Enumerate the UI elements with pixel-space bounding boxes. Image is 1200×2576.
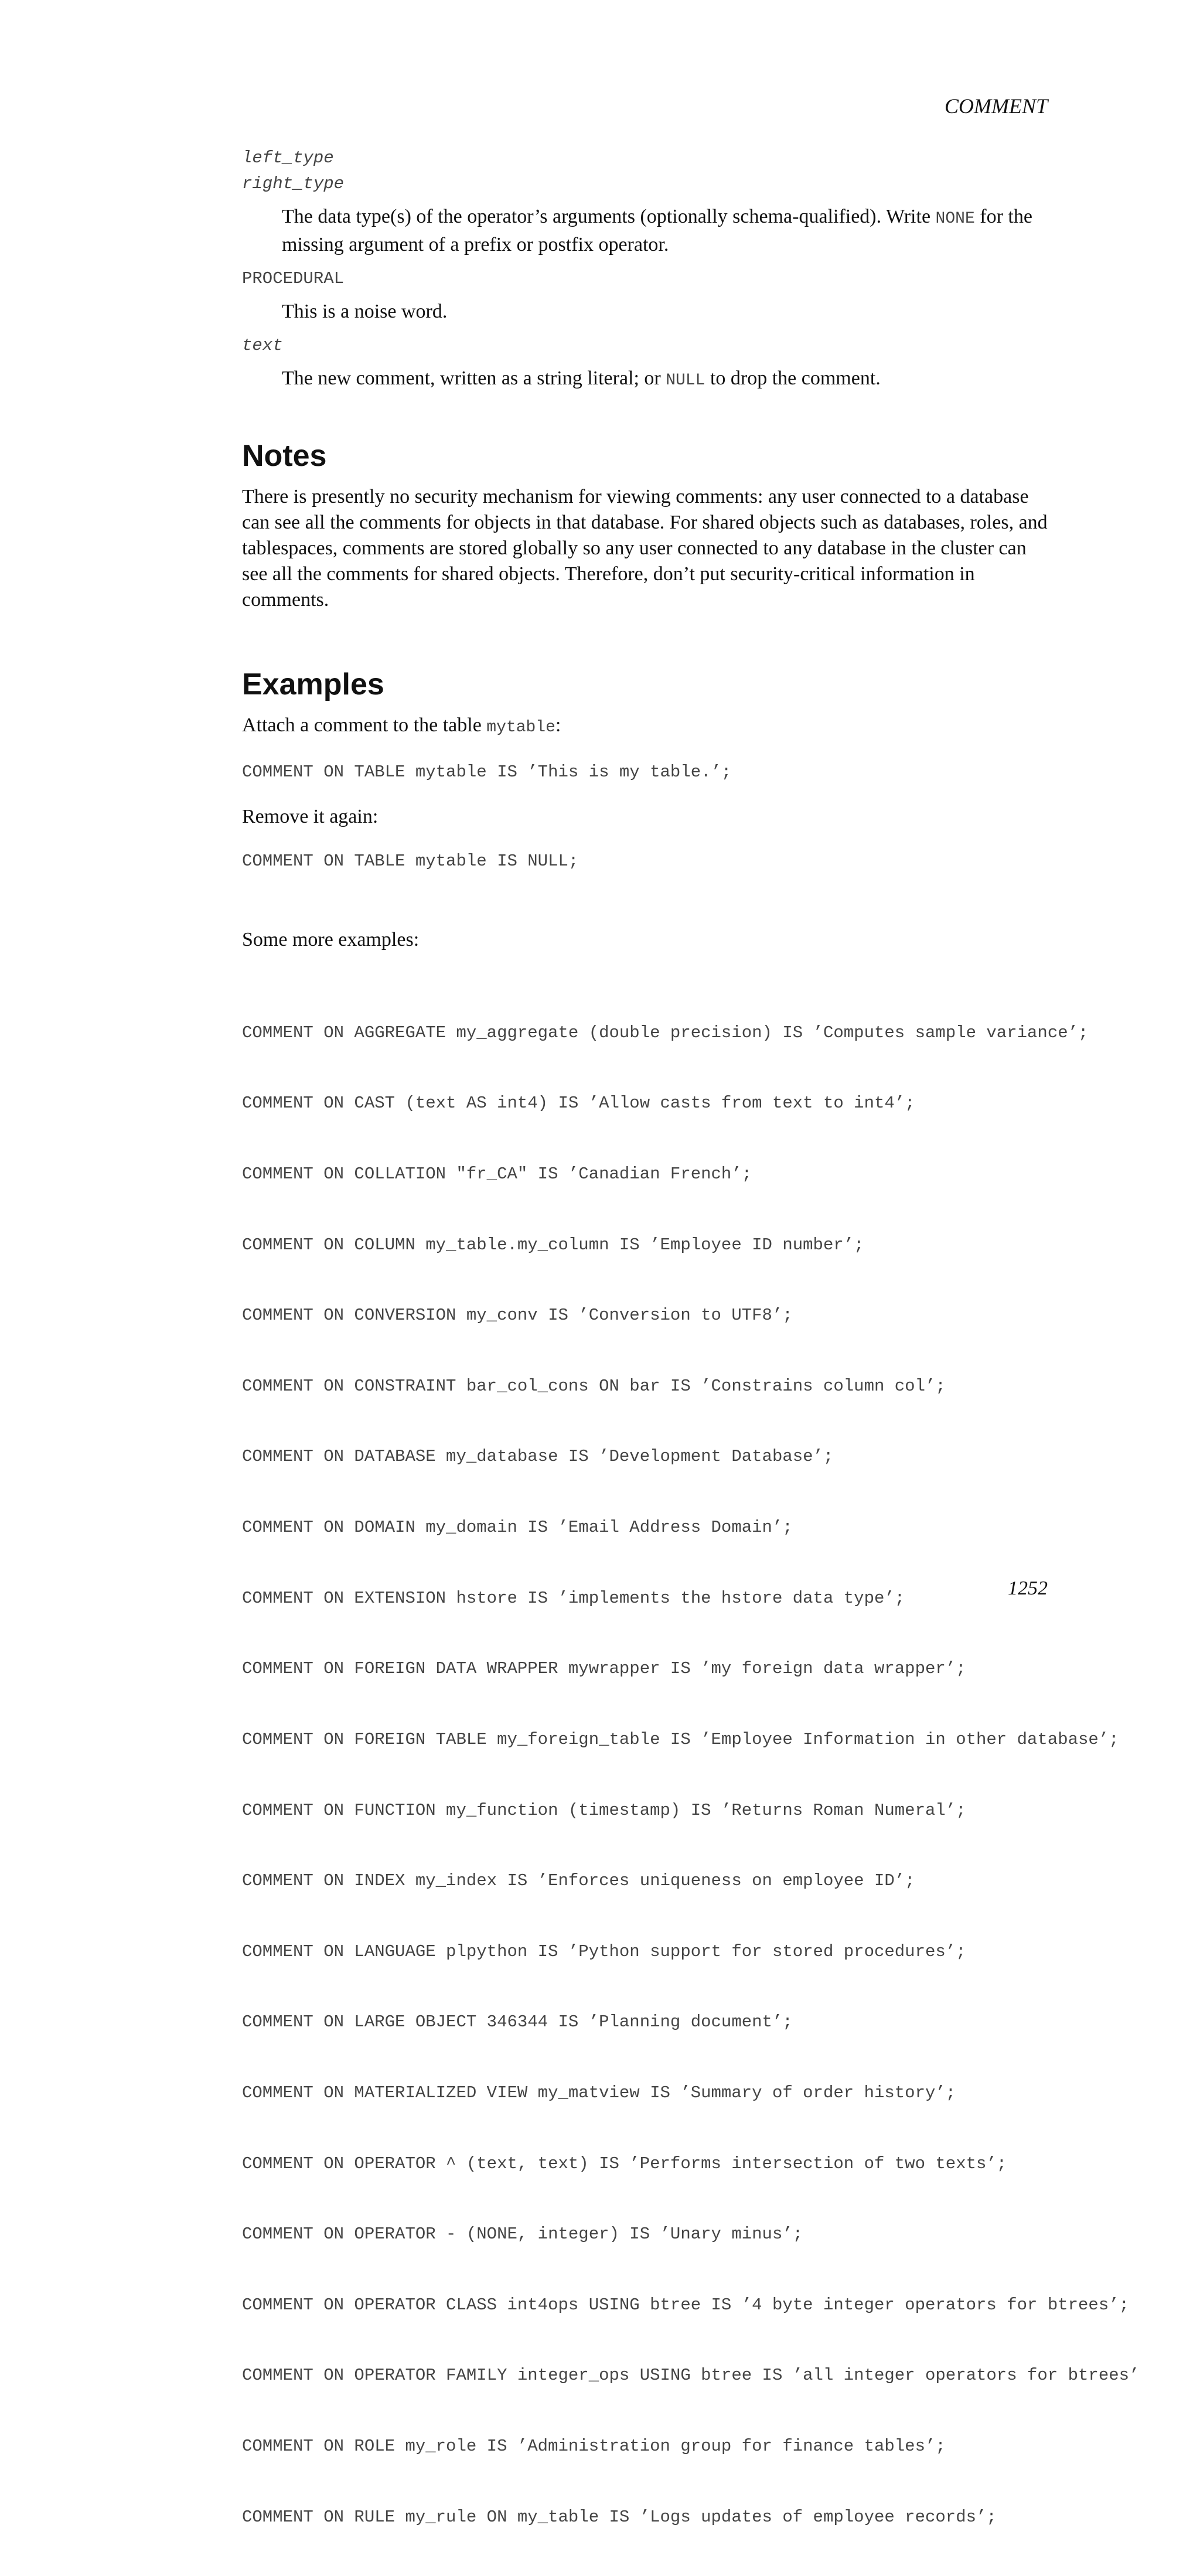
code-example-2: COMMENT ON TABLE mytable IS NULL; xyxy=(242,851,579,871)
code-line: COMMENT ON LARGE OBJECT 346344 IS ’Planning document’; xyxy=(242,2012,793,2032)
code-line: COMMENT ON LANGUAGE plpython IS ’Python support for stored procedures’; xyxy=(242,1941,966,1961)
page-content xyxy=(242,145,1140,2576)
type-desc-text-1: The data type(s) of the operator’s arguments (optionally schema-qualified). Write xyxy=(282,206,936,227)
notes-heading: Notes xyxy=(242,439,327,473)
remove-text: Remove it again: xyxy=(242,806,379,828)
type-desc-text-2: for the missing argument of a prefix or postfix operator. xyxy=(282,206,1032,255)
code-line: COMMENT ON FOREIGN TABLE my_foreign_table IS ’Employee Information in other database’; xyxy=(242,1729,1119,1749)
more-examples-text: Some more examples: xyxy=(242,929,420,951)
code-line: COMMENT ON FUNCTION my_function (timestamp) IS ’Returns Roman Numeral’; xyxy=(242,1800,966,1820)
param-procedural: PROCEDURAL xyxy=(242,269,345,288)
running-header: COMMENT xyxy=(944,94,1048,118)
code-line: COMMENT ON ROLE my_role IS ’Administration group for finance tables’; xyxy=(242,2437,946,2456)
param-procedural-description: This is a noise word. xyxy=(282,301,448,322)
notes-paragraph: There is presently no security mechanism for viewing comments: any user connected to a database can see all the comments for objects in that database. For shared objects such as databases, roles, and tablespaces, comments are stored globally so any user connected to any database in the cluster can see all the comments for shared objects. Therefore, don’t put security-critical information in comments. xyxy=(242,486,1048,611)
code-line: COMMENT ON EXTENSION hstore IS ’implements the hstore data type’; xyxy=(242,1588,905,1608)
param-text-description xyxy=(282,366,1056,394)
param-right-type: right_type xyxy=(242,174,345,193)
code-line: COMMENT ON MATERIALIZED VIEW my_matview IS ’Summary of order history’; xyxy=(242,2083,956,2103)
examples-intro-code: mytable xyxy=(486,718,555,737)
code-example-list xyxy=(242,974,1140,2576)
code-line: COMMENT ON DATABASE my_database IS ’Development Database’; xyxy=(242,1447,834,1467)
examples-intro-text: Attach a comment to the table xyxy=(242,714,487,736)
code-line: COMMENT ON OPERATOR FAMILY integer_ops USING btree IS ’all integer operators for btrees’ xyxy=(242,2366,1140,2386)
code-example-1: COMMENT ON TABLE mytable IS ’This is my table.’; xyxy=(242,762,732,782)
code-line: COMMENT ON INDEX my_index IS ’Enforces uniqueness on employee ID’; xyxy=(242,1871,915,1891)
examples-intro xyxy=(242,713,1056,741)
text-desc-text-2: to drop the comment. xyxy=(705,367,881,389)
code-line: COMMENT ON COLLATION "fr_CA" IS ’Canadian French’; xyxy=(242,1164,752,1184)
param-left-type: left_type xyxy=(242,148,334,168)
code-line: COMMENT ON CONSTRAINT bar_col_cons ON bar IS ’Constrains column col’; xyxy=(242,1376,946,1396)
code-line: COMMENT ON OPERATOR CLASS int4ops USING btree IS ’4 byte integer operators for btrees’; xyxy=(242,2295,1130,2315)
param-type-description xyxy=(282,204,1056,258)
code-line: COMMENT ON COLUMN my_table.my_column IS ’Employee ID number’; xyxy=(242,1235,864,1255)
code-line: COMMENT ON OPERATOR - (NONE, integer) IS ’Unary minus’; xyxy=(242,2224,803,2244)
param-text: text xyxy=(242,336,283,355)
code-line: COMMENT ON AGGREGATE my_aggregate (double precision) IS ’Computes sample variance’; xyxy=(242,1023,1089,1042)
code-line: COMMENT ON RULE my_rule ON my_table IS ’Logs updates of employee records’; xyxy=(242,2507,997,2527)
text-desc-code: NULL xyxy=(666,372,705,390)
code-line: COMMENT ON FOREIGN DATA WRAPPER mywrapper IS ’my foreign data wrapper’; xyxy=(242,1659,966,1679)
page-number: 1252 xyxy=(1008,1577,1048,1599)
type-desc-code: NONE xyxy=(935,210,975,228)
code-line: COMMENT ON CONVERSION my_conv IS ’Conversion to UTF8’; xyxy=(242,1306,793,1326)
code-line: COMMENT ON OPERATOR ^ (text, text) IS ’Performs intersection of two texts’; xyxy=(242,2154,1007,2173)
examples-heading: Examples xyxy=(242,667,384,701)
code-line: COMMENT ON CAST (text AS int4) IS ’Allow casts from text to int4’; xyxy=(242,1093,915,1113)
examples-intro-colon: : xyxy=(555,714,561,736)
text-desc-text-1: The new comment, written as a string literal; or xyxy=(282,367,666,389)
code-line: COMMENT ON DOMAIN my_domain IS ’Email Address Domain’; xyxy=(242,1518,793,1538)
